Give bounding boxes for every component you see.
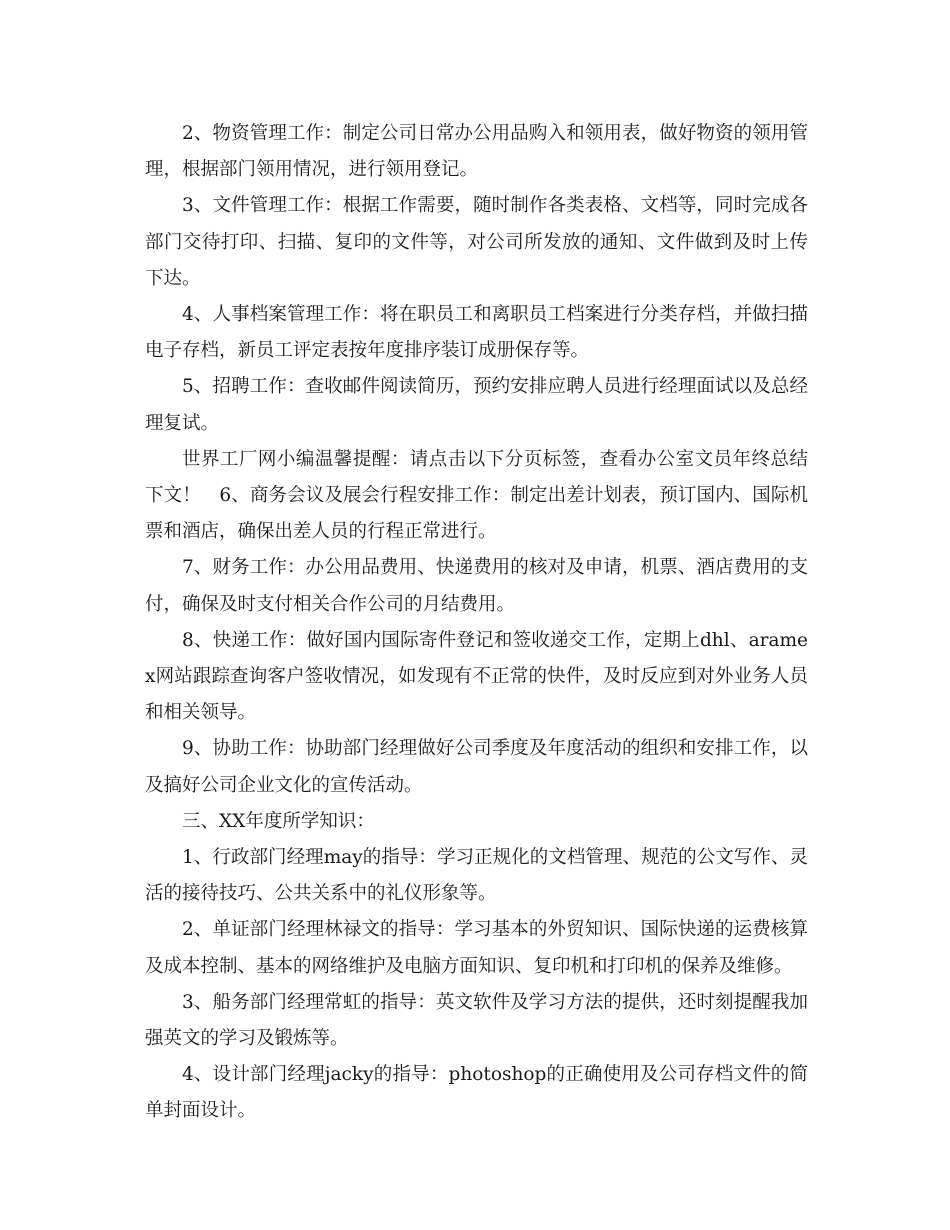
- paragraph-documents-guidance: 2、单证部门经理林禄文的指导：学习基本的外贸知识、国际快递的运费核算及成本控制、基本的网络维护及电脑方面知识、复印机和打印机的保养及维修。: [145, 919, 808, 977]
- paragraph-supplies-management: 2、物资管理工作：制定公司日常办公用品购入和领用表，做好物资的领用管理，根据部门领用情况，进行领用登记。: [145, 123, 808, 181]
- document-body: [145, 116, 808, 1130]
- paragraph-admin-guidance: 1、行政部门经理may的指导：学习正规化的文档管理、规范的公文写作、灵活的接待技巧、公共关系中的礼仪形象等。: [145, 847, 808, 905]
- paragraph-recruitment: 5、招聘工作：查收邮件阅读简历，预约安排应聘人员进行经理面试以及总经理复试。: [145, 376, 808, 434]
- section-heading-knowledge: 三、XX年度所学知识：: [182, 810, 375, 832]
- paragraph-finance: 7、财务工作：办公用品费用、快递费用的核对及申请，机票、酒店费用的支付，确保及时支付相关合作公司的月结费用。: [145, 557, 808, 615]
- paragraph-business-travel: 世界工厂网小编温馨提醒：请点击以下分页标签，查看办公室文员年终总结下文！ 6、商务会议及展会行程安排工作：制定出差计划表，预订国内、国际机票和酒店，确保出差人员的行程正常进行。: [145, 448, 808, 543]
- paragraph-assistance: 9、协助工作：协助部门经理做好公司季度及年度活动的组织和安排工作，以及搞好公司企业文化的宣传活动。: [145, 738, 808, 796]
- paragraph-express-delivery: 8、快递工作：做好国内国际寄件登记和签收递交工作，定期上dhl、aramex网站跟踪查询客户签收情况，如发现有不正常的快件，及时反应到对外业务人员和相关领导。: [145, 629, 808, 724]
- paragraph-personnel-archives: 4、人事档案管理工作：将在职员工和离职员工档案进行分类存档，并做扫描电子存档，新员工评定表按年度排序装订成册保存等。: [145, 304, 808, 362]
- paragraph-shipping-guidance: 3、船务部门经理常虹的指导：英文软件及学习方法的提供，还时刻提醒我加强英文的学习及锻炼等。: [145, 991, 808, 1050]
- paragraph-design-guidance: 4、设计部门经理jacky的指导：photoshop的正确使用及公司存档文件的简单封面设计。: [145, 1064, 808, 1122]
- paragraph-file-management: 3、文件管理工作：根据工作需要，随时制作各类表格、文档等，同时完成各部门交待打印、扫描、复印的文件等，对公司所发放的通知、文件做到及时上传下达。: [145, 195, 808, 289]
